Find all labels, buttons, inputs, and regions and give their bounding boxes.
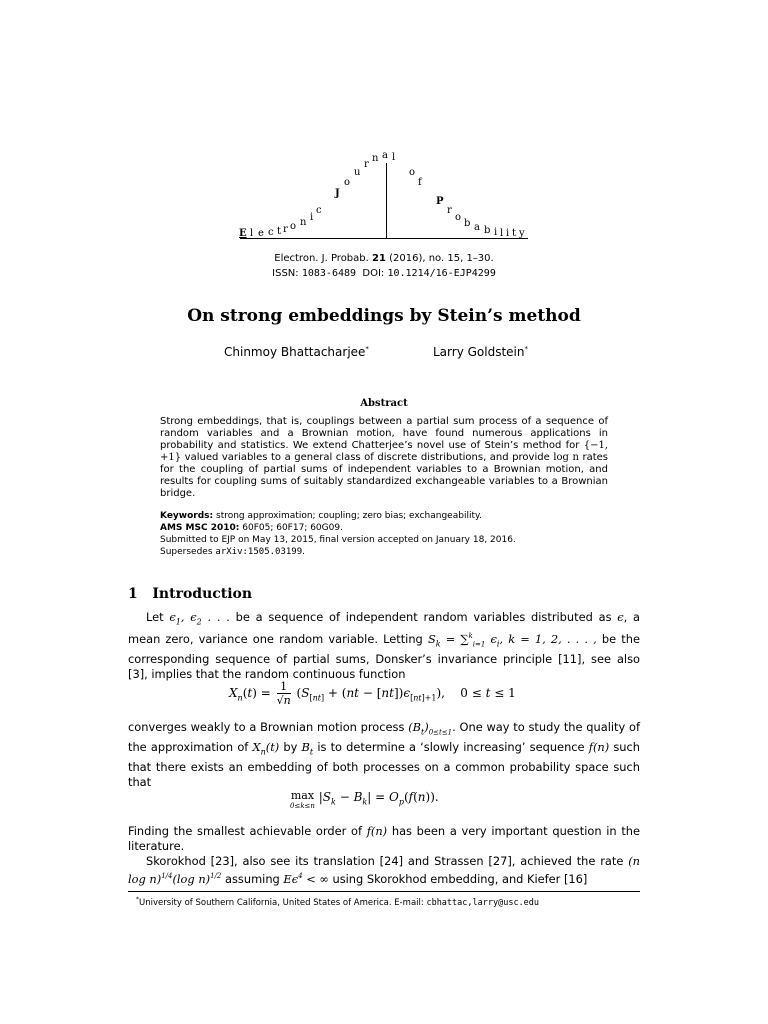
section-number: 1 bbox=[128, 586, 138, 602]
msc-label: AMS MSC 2010: bbox=[160, 523, 240, 533]
equation-xn: $X_n(t)$ = $\frac{1}{√n}$ $(S_{[nt]} + (nt - [nt])\epsilon_{[nt]+1})$, 0 ≤ t ≤ 1 bbox=[229, 680, 516, 707]
footnote bbox=[136, 894, 539, 909]
inline-math: $\epsilon_1$, $\epsilon_2$ . . . bbox=[169, 610, 230, 627]
abstract-text: Strong embeddings, that is, couplings between a partial sum process of a sequence of random variables and a Brownian motion, have found numerous applications in probability and statistics. We extend Chatterjee’s novel use of Stein’s method for bbox=[160, 416, 608, 451]
inline-math: f(n) bbox=[588, 740, 610, 755]
author-name: Chinmoy Bhattacharjee bbox=[224, 345, 366, 359]
logo-letter: P bbox=[436, 196, 444, 207]
logo-letter: J bbox=[335, 188, 340, 199]
abstract-text: valued variables to a general class of discrete distributions, and provide bbox=[184, 452, 550, 463]
logo-letter: i bbox=[506, 228, 510, 239]
intro-paragraph-3 bbox=[128, 824, 640, 854]
logo-letter: o bbox=[290, 221, 297, 232]
body-text: has been a very important question in the literature. bbox=[128, 824, 641, 853]
citation-line bbox=[0, 253, 768, 265]
inline-math: $E\epsilon^4$ < ∞ bbox=[283, 871, 329, 886]
logo-letter: o bbox=[409, 167, 416, 178]
body-text: Skorokhod [23], also see its translation [24] and Strassen [27], achieved the rate bbox=[146, 854, 624, 868]
msc-text: 60F05; 60F17; 60G09. bbox=[242, 523, 343, 533]
inline-math: (n log n)$^{1/4}$(log n)$^{1/2}$ bbox=[128, 854, 640, 886]
logo-letter: t bbox=[512, 228, 517, 239]
logo-letter: l bbox=[250, 228, 254, 239]
paper-title: On strong embeddings by Stein’s method bbox=[187, 306, 581, 326]
msc-line bbox=[160, 523, 343, 535]
logo-vertical-line bbox=[386, 163, 387, 238]
intro-paragraph-4 bbox=[128, 854, 640, 887]
logo-letter: n bbox=[372, 153, 379, 164]
doi-link[interactable]: 10.1214/16-EJP4299 bbox=[387, 268, 496, 279]
body-text: . One way to study the quality of the approximation of bbox=[128, 720, 640, 755]
inline-math: ϵ bbox=[617, 610, 624, 624]
author-mark: * bbox=[365, 345, 369, 353]
logo-letter: t bbox=[277, 226, 282, 237]
body-text: such that there exists an embedding of both processes on a common probability space such that bbox=[128, 740, 640, 789]
submitted-line: Submitted to EJP on May 13, 2015, final version accepted on January 18, 2016. bbox=[160, 535, 516, 545]
body-text: , a mean zero, variance one random variable. Letting bbox=[128, 610, 641, 647]
abstract-heading: Abstract bbox=[360, 398, 408, 409]
issn-doi-line bbox=[0, 268, 768, 280]
logo-letter: l bbox=[392, 152, 396, 163]
inline-math: $(B_t)_{0\le t\le 1}$ bbox=[408, 720, 453, 737]
issn-value: 1083-6489 bbox=[301, 268, 357, 279]
logo-letter: E bbox=[239, 228, 247, 239]
intro-paragraph-1 bbox=[128, 610, 640, 682]
body-text: using Skorokhod embedding, and Kiefer [16] bbox=[332, 871, 588, 886]
logo-letter: b bbox=[484, 225, 491, 236]
logo-letter: l bbox=[500, 228, 504, 239]
issn-label: ISSN: bbox=[272, 268, 299, 279]
author-name: Larry Goldstein bbox=[433, 345, 525, 359]
footnote-email[interactable]: cbhattac,larry@usc.edu bbox=[426, 897, 540, 908]
logo-letter: u bbox=[354, 167, 361, 178]
logo-letter: c bbox=[268, 227, 274, 238]
inline-math: $B_t$ bbox=[301, 740, 314, 757]
supersedes-line bbox=[160, 547, 305, 559]
logo-letter: o bbox=[344, 177, 351, 188]
body-text: assuming bbox=[225, 871, 280, 886]
logo-letter: r bbox=[447, 205, 452, 216]
supersedes-label: Supersedes bbox=[160, 547, 213, 557]
abstract-text: rates for the coupling of partial sums of independent variables to a Brownian motion, and results for coupling sums of suitably standardized exchangeable variables to a Brownian bridge. bbox=[160, 452, 609, 499]
doi-label: DOI: bbox=[362, 268, 385, 279]
author-mark: * bbox=[524, 345, 528, 353]
inline-math: $S_k = \sum^k_{i=1}$ $\epsilon_i$, k = 1, 2, . . . , bbox=[427, 632, 597, 649]
logo-letter: f bbox=[418, 177, 422, 188]
logo-baseline bbox=[240, 238, 528, 239]
supersedes-suffix: . bbox=[302, 547, 305, 557]
citation-suffix: (2016), no. 15, 1–30. bbox=[389, 253, 494, 264]
body-text: Let bbox=[146, 610, 164, 624]
keywords-text: strong approximation; coupling; zero bias; exchangeability. bbox=[216, 511, 482, 521]
section-title: Introduction bbox=[152, 586, 253, 602]
intro-paragraph-2 bbox=[128, 720, 640, 790]
author-1 bbox=[224, 342, 369, 360]
logo-letter: c bbox=[316, 205, 322, 216]
body-text: be the corresponding sequence of partial sums, Donsker’s invariance principle [11], see also [3], implies that the random continuous function bbox=[128, 632, 640, 682]
logo-letter: o bbox=[455, 212, 462, 223]
logo-letter: i bbox=[310, 212, 314, 223]
inline-math: f(n) bbox=[366, 824, 388, 838]
body-text: converges weakly to a Brownian motion process bbox=[128, 720, 405, 734]
body-text: Finding the smallest achievable order of bbox=[128, 824, 362, 838]
body-text: be a sequence of independent random variables distributed as bbox=[235, 610, 612, 624]
section-heading bbox=[128, 586, 252, 602]
logo-letter: a bbox=[474, 222, 480, 233]
abstract-math: log n bbox=[553, 452, 579, 463]
abstract-body bbox=[160, 416, 608, 500]
abstract-math: {−1, +1} bbox=[160, 440, 608, 463]
citation-prefix: Electron. J. Probab. bbox=[274, 253, 369, 264]
keywords-line bbox=[160, 511, 482, 523]
body-text: by bbox=[283, 740, 298, 755]
arxiv-link[interactable]: arXiv:1505.03199 bbox=[215, 547, 303, 557]
logo-letter: b bbox=[464, 218, 471, 229]
logo-letter: y bbox=[519, 228, 525, 239]
author-2 bbox=[433, 342, 528, 360]
logo-letter: a bbox=[382, 150, 388, 161]
logo-letter: r bbox=[283, 224, 288, 235]
footnote-text: University of Southern California, United States of America. E-mail: bbox=[139, 897, 424, 908]
logo-letter: n bbox=[300, 217, 307, 228]
logo-letter: e bbox=[258, 228, 264, 239]
inline-math: $X_n(t)$ bbox=[252, 740, 280, 757]
footnote-mark: * bbox=[136, 896, 139, 903]
equation-max: max 0≤k≤n $|S_k - B_k| = O_p(f(n))$. bbox=[290, 789, 439, 810]
citation-volume: 21 bbox=[372, 253, 386, 264]
logo-letter: r bbox=[364, 159, 369, 170]
logo-letter: i bbox=[494, 227, 498, 238]
keywords-label: Keywords: bbox=[160, 511, 214, 521]
body-text: is to determine a ‘slowly increasing’ sequence bbox=[317, 740, 585, 755]
footnote-rule bbox=[128, 891, 640, 892]
